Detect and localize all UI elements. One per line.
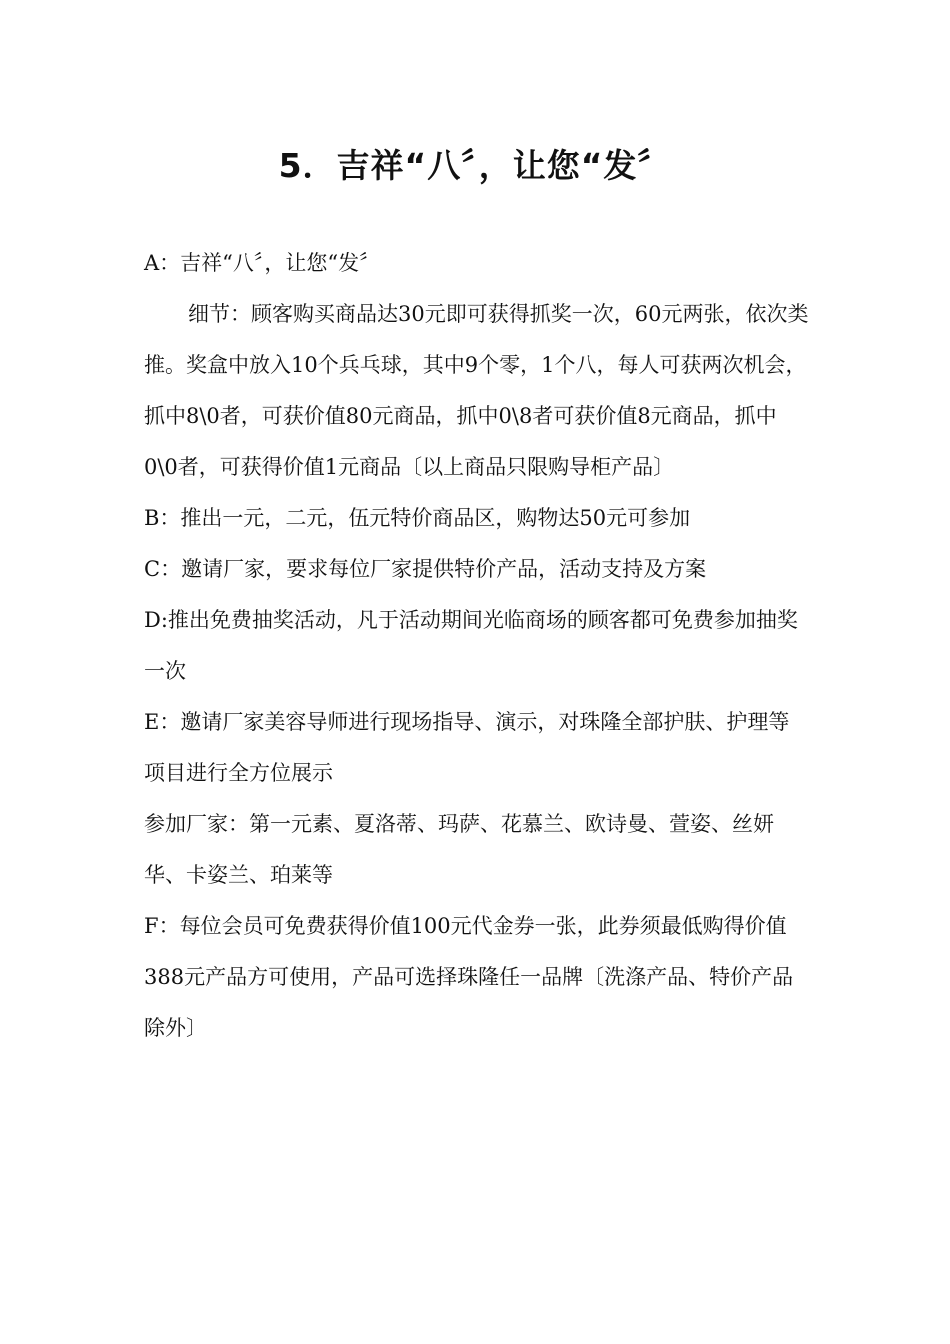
paragraph-d: D:推出免费抽奖活动，凡于活动期间光临商场的顾客都可免费参加抽奖一次 (144, 608, 798, 683)
paragraph-c: C：邀请厂家，要求每位厂家提供特价产品，活动支持及方案 (144, 557, 707, 581)
paragraph-b: B：推出一元，二元，伍元特价商品区，购物达50元可参加 (144, 506, 691, 530)
document-body (144, 238, 810, 1054)
paragraph-a: A：吉祥“八〞，让您“发〞 (144, 251, 381, 275)
paragraph-participating-brands: 参加厂家：第一元素、夏洛蒂、玛萨、花慕兰、欧诗曼、萱姿、丝妍华、卡姿兰、珀莱等 (144, 812, 774, 887)
document-title: 5．吉祥“八〞，让您“发〞 (278, 146, 672, 185)
paragraph-details: 细节：顾客购买商品达30元即可获得抓奖一次，60元两张，依次类推。奖盒中放入10个兵乓球，其中9个零，1个八，每人可获两次机会，抓中8\0者，可获价值80元商品，抓中0\8者可获价值8元商品，抓中0\0者，可获得价值1元商品〔以上商品只限购导柜产品〕 (144, 302, 809, 479)
paragraph-f: F：每位会员可免费获得价值100元代金券一张，此券须最低购得价值388元产品方可使用，产品可选择珠隆任一品牌〔洗涤产品、特价产品除外〕 (144, 914, 794, 1040)
paragraph-e: E：邀请厂家美容导师进行现场指导、演示，对珠隆全部护肤、护理等项目进行全方位展示 (144, 710, 790, 785)
